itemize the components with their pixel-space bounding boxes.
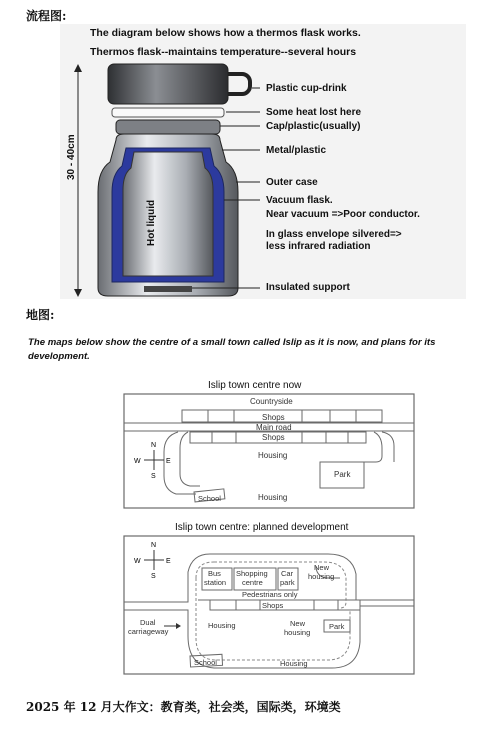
insulated-support — [144, 286, 192, 292]
maps-intro: The maps below show the centre of a small town called Islip as it is now, and plans for its development. — [28, 337, 436, 362]
inner-label: Hot liquid — [146, 199, 157, 246]
label-shops-bottom: Shops — [262, 433, 285, 442]
compass-s-2: S — [151, 573, 156, 580]
compass-w-2: W — [134, 558, 141, 565]
label-newhousing-bottom-2: housing — [284, 628, 311, 637]
compass-n: N — [151, 442, 157, 449]
label-newhousing-bottom-1: New — [290, 619, 306, 628]
callout-outer: Outer case — [266, 177, 318, 188]
callout-support: Insulated support — [266, 282, 350, 293]
thermos-illustration — [60, 60, 466, 300]
compass-n-2: N — [151, 542, 157, 549]
callout-glass-1: In glass envelope silvered=> — [266, 229, 402, 240]
map-planned — [118, 534, 418, 676]
compass-s: S — [151, 473, 156, 480]
essay-topics-footer: 2025 年 12 月大作文：教育类，社会类，国际类，环境类 — [26, 700, 341, 714]
map-now — [118, 392, 418, 512]
callout-cap: Cap/plastic(usually) — [266, 121, 361, 132]
label-bus-1: Bus — [208, 569, 221, 578]
label-dual-2: carriageway — [128, 627, 169, 636]
callout-near-vacuum: Near vacuum =>Poor conductor. — [266, 209, 420, 220]
label-school-planned: School — [194, 658, 217, 667]
dimension-arrow-bottom — [74, 289, 82, 297]
label-dual-1: Dual — [140, 618, 156, 627]
section-label-flowchart: 流程图: — [26, 9, 67, 23]
compass-w: W — [134, 458, 141, 465]
label-bus-2: station — [204, 578, 227, 587]
compass-e: E — [166, 458, 171, 465]
map-planned-title: Islip town centre: planned development — [175, 522, 349, 533]
callout-glass-2: less infrared radiation — [266, 241, 371, 252]
map-now-title: Islip town centre now — [208, 380, 302, 391]
callout-heat: Some heat lost here — [266, 107, 362, 118]
label-park: Park — [334, 470, 351, 479]
label-shops-top: Shops — [262, 413, 285, 422]
label-car-1: Car — [281, 569, 294, 578]
label-pedestrians: Pedestrians only — [242, 590, 298, 599]
label-housing-bottom: Housing — [280, 659, 308, 668]
label-shopping-2: centre — [242, 578, 263, 587]
section-label-map: 地图: — [26, 308, 55, 322]
label-housing-left: Housing — [208, 621, 236, 630]
diagram-subheading: Thermos flask--maintains temperature--several hours — [90, 46, 357, 58]
label-shopping-1: Shopping — [236, 569, 268, 578]
label-park-planned: Park — [329, 622, 345, 631]
label-housing-upper: Housing — [258, 451, 288, 460]
diagram-heading: The diagram below shows how a thermos flask works. — [90, 27, 361, 39]
callout-cup: Plastic cup-drink — [266, 83, 347, 94]
label-main-road: Main road — [256, 423, 292, 432]
heat-gap-plate — [112, 108, 224, 117]
label-newhousing-top-1: New — [314, 563, 330, 572]
inner-flask — [123, 152, 213, 276]
label-countryside: Countryside — [250, 397, 293, 406]
cup-handle — [228, 74, 250, 94]
label-car-2: park — [280, 578, 295, 587]
flask-cap — [116, 120, 220, 134]
callout-metal: Metal/plastic — [266, 145, 327, 156]
dimension-label: 30 - 40cm — [66, 134, 77, 180]
dimension-arrow-top — [74, 64, 82, 72]
label-shops-planned: Shops — [262, 601, 284, 610]
label-newhousing-top-2: housing — [308, 572, 335, 581]
callout-vacuum: Vacuum flask. — [266, 195, 333, 206]
plastic-cup — [108, 64, 228, 104]
compass-e-2: E — [166, 558, 171, 565]
label-school: School — [198, 494, 221, 503]
label-housing-lower: Housing — [258, 493, 288, 502]
